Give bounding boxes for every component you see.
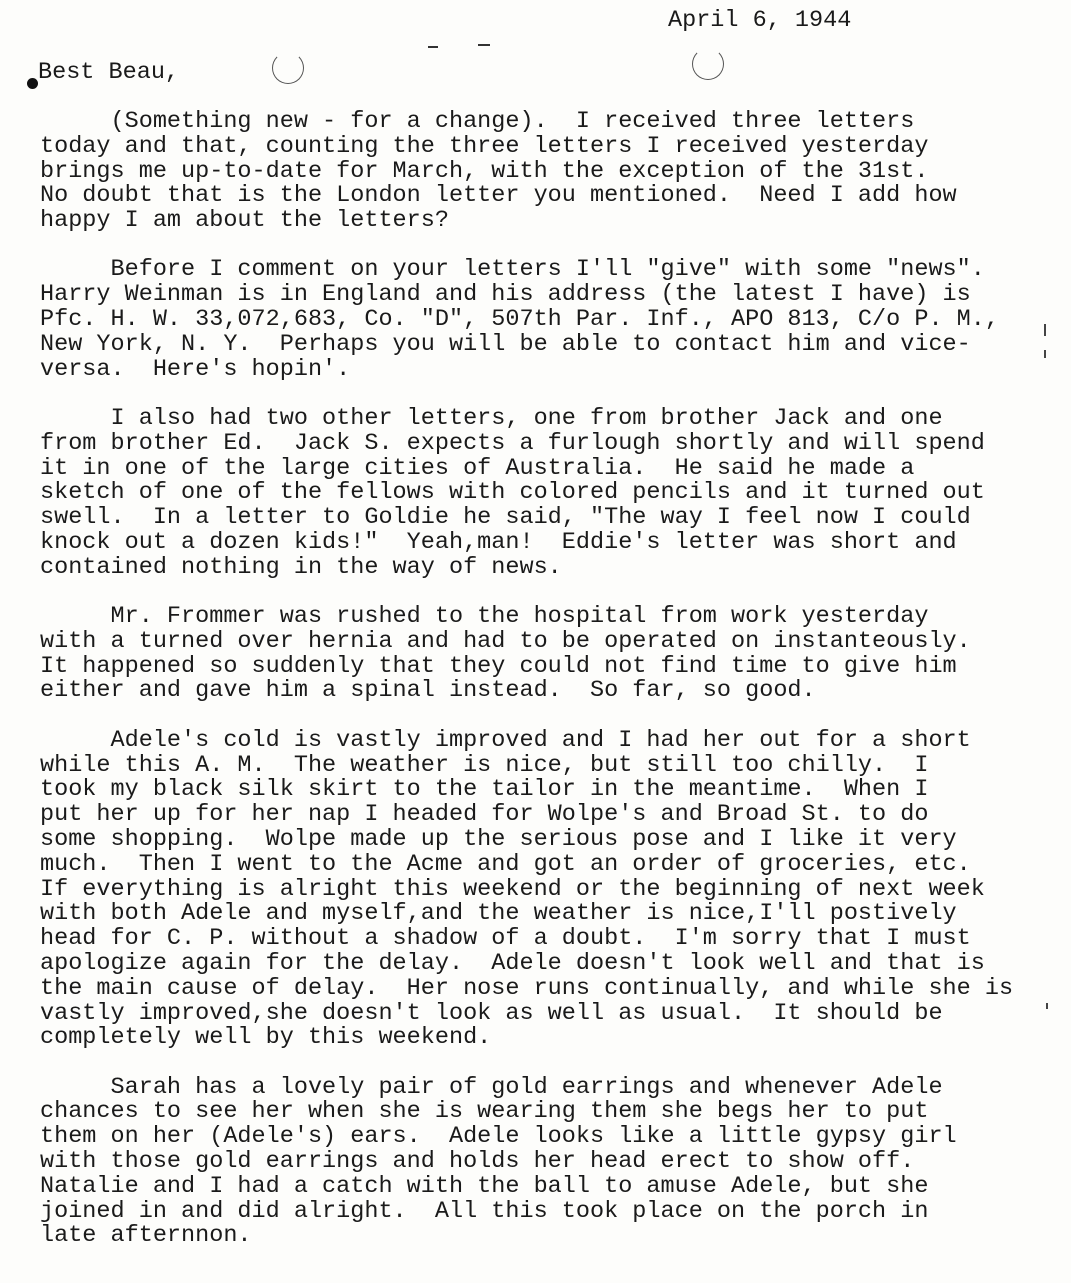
letter-date: April 6, 1944 (668, 7, 852, 34)
letter-line: Adele's cold is vastly improved and I had her out for a short (40, 726, 971, 754)
letter-line: If everything is alright this weekend or the beginning of next week (40, 875, 985, 903)
letter-line: contained nothing in the way of news. (40, 553, 562, 581)
ink-dash-mark (428, 46, 438, 48)
letter-line: them on her (Adele's) ears. Adele looks like a little gypsy girl (40, 1123, 957, 1151)
letter-line: from brother Ed. Jack S. expects a furlough shortly and will spend (40, 429, 985, 457)
letter-line: while this A. M. The weather is nice, but still too chilly. I (40, 751, 929, 779)
letter-line: apologize again for the delay. Adele doesn't look well and that is (40, 949, 985, 977)
letter-line: sketch of one of the fellows with colored pencils and it turned out (40, 479, 985, 507)
punch-hole-arc-right (692, 48, 724, 80)
letter-line: completely well by this weekend. (40, 1024, 492, 1052)
letter-line: Before I comment on your letters I'll "give" with some "news". (40, 256, 985, 284)
letter-line: versa. Here's hopin'. (40, 355, 351, 383)
letter-line: put her up for her nap I headed for Wolpe's and Broad St. to do (40, 801, 929, 829)
letter-paragraph (40, 605, 1055, 704)
letter-line: late afternnon. (40, 1222, 252, 1250)
letter-line: chances to see her when she is wearing them she begs her to put (40, 1098, 929, 1126)
ink-dash-mark (478, 44, 490, 46)
ink-blot-mark (27, 78, 38, 89)
letter-paragraph (40, 726, 1055, 1052)
letter-salutation: Best Beau, (38, 59, 180, 86)
letter-line: today and that, counting the three letters I received yesterday (40, 132, 929, 160)
letter-line: Harry Weinman is in England and his address (the latest I have) is (40, 281, 971, 309)
letter-line: It happened so suddenly that they could not find time to give him (40, 652, 957, 680)
letter-line: Sarah has a lovely pair of gold earrings and whenever Adele (40, 1073, 943, 1101)
letter-line: the main cause of delay. Her nose runs continually, and while she is (40, 974, 1014, 1002)
punch-hole-arc-left (272, 52, 304, 84)
letter-line: joined in and did alright. All this took place on the porch in (40, 1197, 929, 1225)
letter-paragraph (40, 1073, 1055, 1250)
letter-line: New York, N. Y. Perhaps you will be able to contact him and vice- (40, 330, 971, 358)
letter-line: with those gold earrings and holds her head erect to show off. (40, 1147, 915, 1175)
letter-line: vastly improved,she doesn't look as well as usual. It should be (40, 999, 943, 1027)
letter-line: Mr. Frommer was rushed to the hospital from work yesterday (40, 603, 929, 631)
letter-line: Pfc. H. W. 33,072,683, Co. "D", 507th Par. Inf., APO 813, C/o P. M., (40, 306, 999, 334)
letter-line: Natalie and I had a catch with the ball to amuse Adele, but she (40, 1172, 929, 1200)
letter-line: either and gave him a spinal instead. So far, so good. (40, 677, 816, 705)
letter-line: No doubt that is the London letter you mentioned. Need I add how (40, 182, 957, 210)
letter-line: knock out a dozen kids!" Yeah,man! Eddie's letter was short and (40, 528, 957, 556)
letter-body (40, 110, 1055, 1274)
letter-line: brings me up-to-date for March, with the exception of the 31st. (40, 157, 929, 185)
letter-line: happy I am about the letters? (40, 207, 449, 235)
letter-line: some shopping. Wolpe made up the serious pose and I like it very (40, 825, 957, 853)
letter-line: took my black silk skirt to the tailor in the meantime. When I (40, 776, 929, 804)
letter-line: swell. In a letter to Goldie he said, "The way I feel now I could (40, 504, 971, 532)
letter-line: head for C. P. without a shadow of a doubt. I'm sorry that I must (40, 925, 971, 953)
letter-paragraph (40, 110, 1055, 234)
letter-paragraph (40, 404, 1055, 581)
letter-line: with a turned over hernia and had to be operated on instanteously. (40, 627, 971, 655)
letter-line: it in one of the large cities of Australia. He said he made a (40, 454, 915, 482)
letter-paragraph (40, 258, 1055, 382)
letter-line: with both Adele and myself,and the weather is nice,I'll postively (40, 900, 957, 928)
letter-line: (Something new - for a change). I received three letters (40, 108, 915, 135)
letter-line: much. Then I went to the Acme and got an order of groceries, etc. (40, 850, 971, 878)
letter-line: I also had two other letters, one from brother Jack and one (40, 404, 943, 432)
